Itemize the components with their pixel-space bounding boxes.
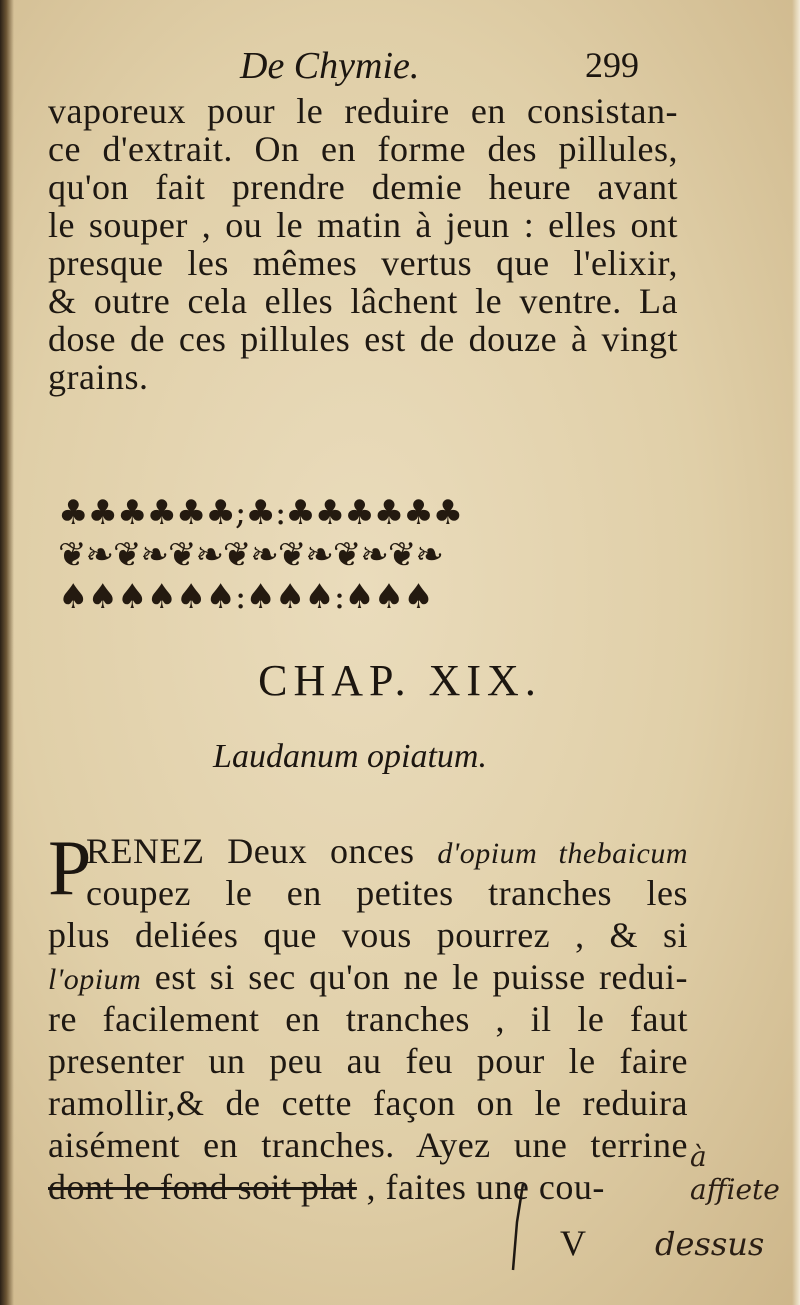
handwritten-margin-note: à affiete xyxy=(690,1140,780,1206)
text-line: dose de ces pillules est de douze à vingt xyxy=(48,319,678,359)
drop-cap: P xyxy=(48,824,92,911)
text-span: , faites une cou- xyxy=(356,1167,605,1207)
text-line xyxy=(48,1082,688,1124)
italic-span: d'opium thebaicum xyxy=(437,837,688,870)
text-span: presenter un peu au feu pour le faire xyxy=(48,1041,688,1081)
text-span: plus deliées que vous pourrez , & si xyxy=(48,915,688,955)
text-line: le souper , ou le matin à jeun : elles ont xyxy=(48,205,678,245)
fleuron-band xyxy=(58,492,683,632)
text-line xyxy=(48,872,688,914)
text-line xyxy=(48,1040,688,1082)
paragraph-2 xyxy=(48,824,688,1208)
text-line: qu'on fait prendre demie heure avant xyxy=(48,167,678,207)
paragraph-1 xyxy=(48,92,678,396)
text-span: coupez le en petites tranches les xyxy=(86,873,688,913)
text-line: grains. xyxy=(48,357,149,397)
running-head xyxy=(0,38,800,98)
fleuron-row: ❦❧❦❧❦❧❦❧❦❧❦❧❦❧ xyxy=(58,535,443,575)
text-span: RENEZ Deux onces xyxy=(86,831,438,871)
text-line: vaporeux pour le reduire en consistan- xyxy=(48,91,678,131)
text-line xyxy=(48,830,688,872)
text-line xyxy=(48,998,688,1040)
text-line: ce d'extrait. On en forme des pillules, xyxy=(48,129,678,169)
struck-text: dont le fond soit plat xyxy=(48,1167,357,1207)
running-title: De Chymie. xyxy=(240,45,420,87)
text-span: ramollir,& de cette façon on le reduira xyxy=(48,1083,688,1123)
text-span: re facilement en tranches , il le faut xyxy=(48,999,688,1039)
signature-mark: V xyxy=(560,1223,586,1263)
text-line xyxy=(48,956,688,998)
text-span: aisément en tranches. Ayez une terrine xyxy=(48,1125,688,1165)
gutter-shadow xyxy=(0,0,14,1305)
handwritten-bottom-note: dessus xyxy=(655,1225,765,1263)
chapter-subtitle: Laudanum opiatum. xyxy=(213,738,487,775)
ink-insertion-mark xyxy=(505,1182,529,1272)
chapter-heading: CHAP. XIX. xyxy=(258,656,542,705)
page-edge xyxy=(792,0,800,1305)
fleuron-row: ♠♠♠♠♠♠:♠♠♠:♠♠♠ xyxy=(58,577,433,617)
text-line xyxy=(48,1124,688,1166)
text-line xyxy=(48,914,688,956)
fleuron-row: ♣♣♣♣♣♣;♣:♣♣♣♣♣♣ xyxy=(58,493,463,533)
page-number: 299 xyxy=(585,45,639,85)
text-span: est si sec qu'on ne le puisse redui- xyxy=(141,957,688,997)
italic-span: l'opium xyxy=(48,963,142,996)
text-line: presque les mêmes vertus que l'elixir, xyxy=(48,243,678,283)
text-line: & outre cela elles lâchent le ventre. La xyxy=(48,281,678,321)
